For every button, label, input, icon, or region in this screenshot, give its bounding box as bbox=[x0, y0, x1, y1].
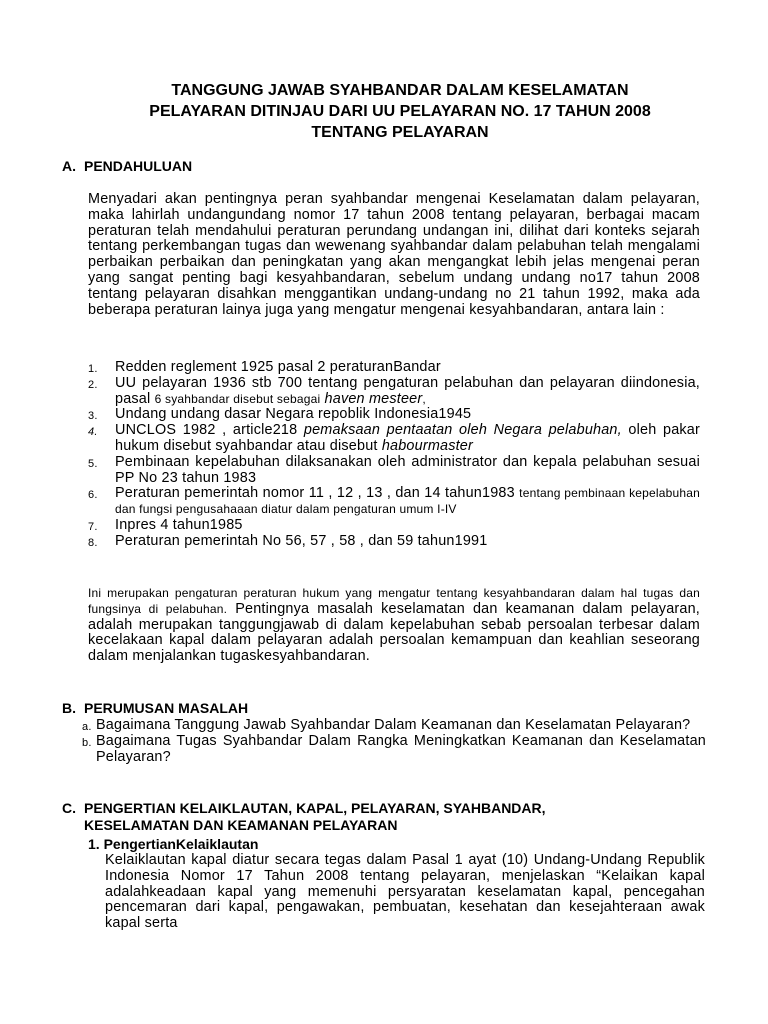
section-b-title: PERUMUSAN MASALAH bbox=[84, 700, 249, 716]
list-item-number: b. bbox=[82, 736, 92, 749]
list-item-italic-text: haven mesteer bbox=[324, 390, 423, 407]
section-a-closing bbox=[88, 586, 700, 665]
list-item-text: UU pelayaran 1936 stb 700 tentang pengaturan pelabuhan dan pelayaran diindonesia, pasal bbox=[115, 374, 700, 407]
section-a-letter: A. bbox=[62, 158, 76, 174]
list-item-text: Bagaimana Tanggung Jawab Syahbandar Dalam Keamanan dan Keselamatan Pelayaran? bbox=[96, 717, 691, 733]
list-item bbox=[88, 360, 700, 376]
list-item-text: Bagaimana Tugas Syahbandar Dalam Rangka Meningkatkan Keamanan dan Keselamatan Pelayaran? bbox=[96, 732, 706, 765]
list-item-text: Inpres 4 tahun1985 bbox=[115, 516, 243, 533]
list-item bbox=[88, 455, 700, 487]
list-item-text: UNCLOS 1982 , article218 bbox=[115, 422, 298, 439]
list-item-number: 7. bbox=[88, 520, 98, 533]
section-c-letter: C. bbox=[62, 800, 76, 816]
list-item-italic-text-2: habourmaster bbox=[381, 437, 474, 454]
list-item bbox=[88, 423, 700, 455]
list-item bbox=[88, 407, 700, 423]
list-item-tail: , bbox=[422, 391, 426, 406]
list-item-number: 5. bbox=[88, 457, 98, 470]
section-c-paragraph: Kelaiklautan kapal diatur secara tegas dalam Pasal 1 ayat (10) Undang-Undang Republik Indonesia Nomor 17 Tahun 2008 tentang pelayaran, menjelaskan “Kelaikan kapal adalahkeadaan kapal yang memenuhi persyaratan keselamatan kapal, pencegahan pencemaran dari kapal, pengawakan, pembuatan, kesehatan dan kesejahteraan awak kapal serta bbox=[105, 852, 705, 932]
list-item bbox=[88, 518, 700, 534]
list-item-text-2: oleh pakar hukum disebut syahbandar atau disebut bbox=[115, 422, 700, 454]
list-item-text: Peraturan pemerintah nomor 11 , 12 , 13 , dan 14 tahun1983 bbox=[115, 485, 515, 502]
list-item bbox=[88, 376, 700, 408]
subsection-1-title: PengertianKelaiklautan bbox=[103, 836, 259, 852]
closing-small-text: Ini merupakan pengaturan peraturan hukum yang mengatur tentang kesyahbandaran dalam hal tugas dan fungsinya di pelabuhan. bbox=[88, 586, 700, 616]
list-item bbox=[88, 534, 700, 550]
section-a-title: PENDAHULUAN bbox=[84, 158, 193, 174]
list-item-small-text: tentang pembinaan kepelabuhan dan fungsi pengusahaaan diatur dalam pengaturan umum I-IV bbox=[115, 486, 701, 517]
list-item-italic-text: pemaksaan pentaatan oleh Negara pelabuhan, bbox=[303, 422, 622, 439]
list-item-number: 2. bbox=[88, 378, 98, 391]
list-item bbox=[82, 734, 706, 766]
list-item-number: 6. bbox=[88, 489, 98, 502]
list-item bbox=[88, 486, 700, 518]
list-item-small-text: 6 syahbandar disebut sebagai bbox=[154, 391, 321, 406]
list-item-text: Peraturan pemerintah No 56, 57 , 58 , dan 59 tahun1991 bbox=[115, 532, 488, 549]
regulation-list bbox=[88, 360, 700, 550]
section-b-letter: B. bbox=[62, 700, 76, 716]
title-line-2: PELAYARAN DITINJAU DARI UU PELAYARAN NO. 17 TAHUN 2008 bbox=[149, 103, 651, 120]
list-item-number: 1. bbox=[88, 363, 98, 375]
list-item-number: 3. bbox=[88, 410, 98, 423]
section-a-intro: Menyadari akan pentingnya peran syahbandar mengenai Keselamatan dalam pelayaran, maka lahirlah undangundang nomor 17 tahun 2008 tentang pelayaran, berbagai macam peraturan telah mendahului peraturan perundang undangan ini, dilihat dari konteks sejarah tentang perkembangan tugas dan wewenang syahbandar dalam pelabuhan telah mengalami perbaikan perbaikan dan peningkatan yang akan mengangkat lebih jelas mengenai peran yang sangat penting bagi kesyahbandaran, sebelum undang undang no17 tahun 2008 tentang pelayaran disahkan menggantikan undang-undang no 21 tahun 1992, maka ada beberapa peraturan lainya juga yang mengatur mengenai kesyahbandaran, antara lain : bbox=[88, 191, 700, 318]
list-item-number: a. bbox=[82, 721, 92, 733]
section-c-heading bbox=[62, 800, 546, 834]
section-b-heading bbox=[62, 700, 248, 716]
title-line-1: TANGGUNG JAWAB SYAHBANDAR DALAM KESELAMATAN bbox=[171, 82, 629, 99]
closing-text: Pentingnya masalah keselamatan dan keamanan dalam pelayaran, adalah merupakan tanggungjawab di dalam kepelabuhan sebab persoalan terbesar dalam kecelakaan kapal dalam pelayaran adalah persoalan kemampuan dan keahlian seseorang dalam menjalankan tugaskesyahbandaran. bbox=[88, 600, 700, 665]
subsection-1-number: 1. bbox=[88, 836, 100, 852]
section-c-title-line-2: KESELAMATAN DAN KEAMANAN PELAYARAN bbox=[84, 817, 398, 833]
list-item-text: Undang undang dasar Negara repoblik Indonesia1945 bbox=[115, 406, 472, 423]
document-title bbox=[90, 80, 710, 143]
list-item-number: 4. bbox=[88, 426, 98, 439]
problem-list bbox=[82, 718, 706, 765]
title-line-3: TENTANG PELAYARAN bbox=[311, 124, 489, 141]
list-item-text: Pembinaan kepelabuhan dilaksanakan oleh administrator dan kepala pelabuhan sesuai PP No 23 tahun 1983 bbox=[115, 453, 700, 486]
list-item-number: 8. bbox=[88, 536, 98, 549]
section-c-title-line-1: PENGERTIAN KELAIKLAUTAN, KAPAL, PELAYARAN, SYAHBANDAR, bbox=[84, 800, 546, 816]
subsection-1-heading bbox=[88, 836, 258, 852]
list-item bbox=[82, 718, 706, 734]
list-item-text: Redden reglement 1925 pasal 2 peraturanBandar bbox=[115, 359, 441, 375]
section-a-heading bbox=[62, 158, 192, 174]
